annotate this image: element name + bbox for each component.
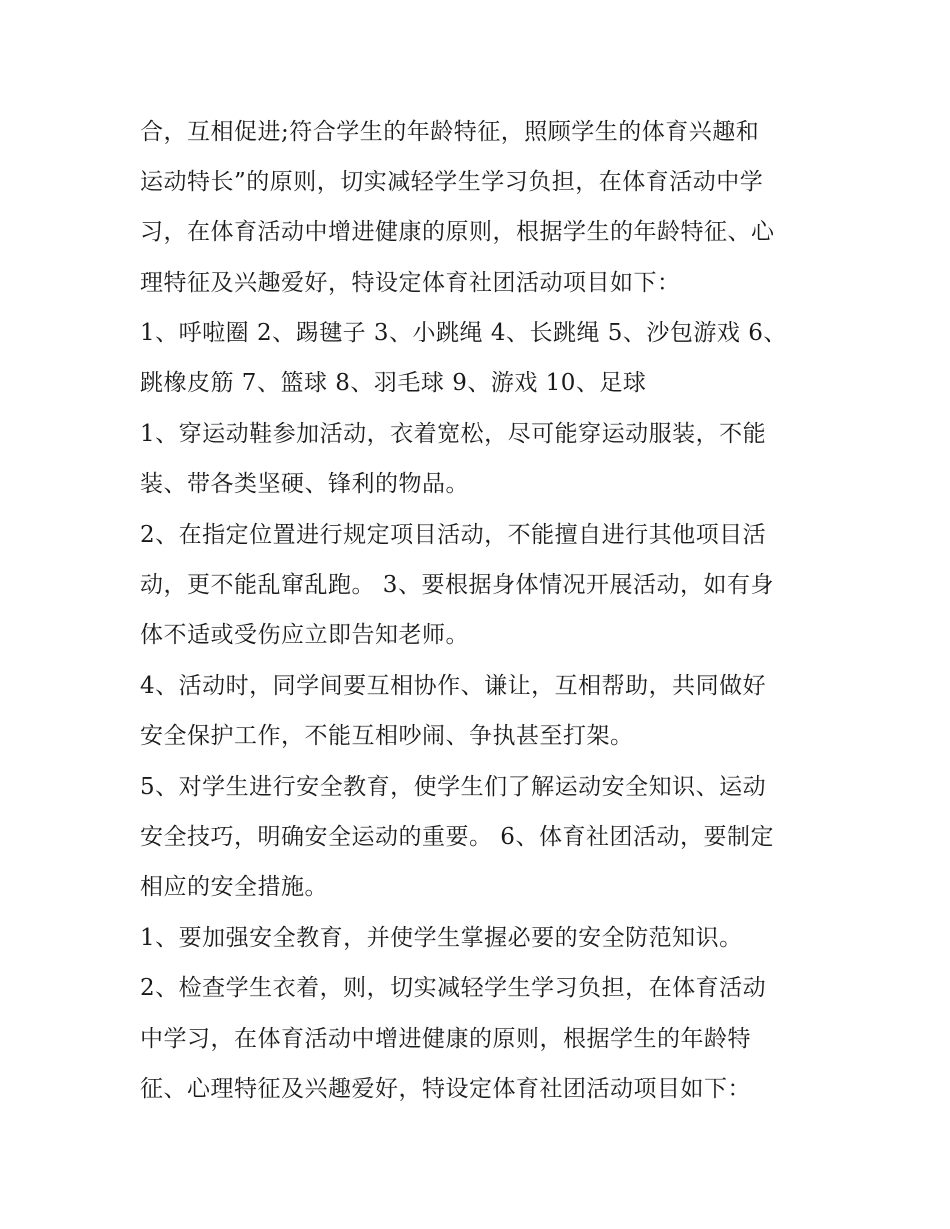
text-line-4: 理特征及兴趣爱好，特设定体育社团活动项目如下： bbox=[140, 270, 681, 296]
text-line-3: 习，在体育活动中增进健康的原则，根据学生的年龄特征、心 bbox=[140, 219, 775, 245]
text-line-7: 1、穿运动鞋参加活动，衣着宽松，尽可能穿运动服装，不能 bbox=[140, 421, 767, 447]
text-line-11: 体不适或受伤应立即告知老师。 bbox=[140, 622, 469, 648]
text-line-16: 相应的安全措施。 bbox=[140, 874, 328, 900]
text-line-15: 安全技巧，明确安全运动的重要。 6、体育社团活动，要制定 bbox=[140, 824, 774, 850]
text-line-1: 合，互相促进;符合学生的年龄特征，照顾学生的体育兴趣和 bbox=[140, 119, 760, 145]
text-line-5: 1、呼啦圈 2、踢毽子 3、小跳绳 4、长跳绳 5、沙包游戏 6、 bbox=[140, 320, 787, 346]
text-line-19: 中学习，在体育活动中增进健康的原则，根据学生的年龄特 bbox=[140, 1026, 751, 1052]
text-line-2: 运动特长”的原则，切实减轻学生学习负担，在体育活动中学 bbox=[140, 169, 764, 195]
text-line-9: 2、在指定位置进行规定项目活动，不能擅自进行其他项目活 bbox=[140, 522, 767, 548]
text-line-10: 动，更不能乱窜乱跑。 3、要根据身体情况开展活动，如有身 bbox=[140, 572, 774, 598]
text-line-18: 2、检查学生衣着，则，切实减轻学生学习负担，在体育活动 bbox=[140, 975, 767, 1001]
text-line-14: 5、对学生进行安全教育，使学生们了解运动安全知识、运动 bbox=[140, 774, 767, 800]
text-line-13: 安全保护工作，不能互相吵闹、争执甚至打架。 bbox=[140, 723, 634, 749]
text-line-20: 征、心理特征及兴趣爱好，特设定体育社团活动项目如下： bbox=[140, 1076, 751, 1102]
text-line-17: 1、要加强安全教育，并使学生掌握必要的安全防范知识。 bbox=[140, 925, 743, 951]
text-line-12: 4、活动时，同学间要互相协作、谦让，互相帮助，共同做好 bbox=[140, 673, 767, 699]
text-line-8: 装、带各类坚硬、锋利的物品。 bbox=[140, 471, 469, 497]
text-line-6: 跳橡皮筋 7、篮球 8、羽毛球 9、游戏 10、足球 bbox=[140, 370, 647, 396]
